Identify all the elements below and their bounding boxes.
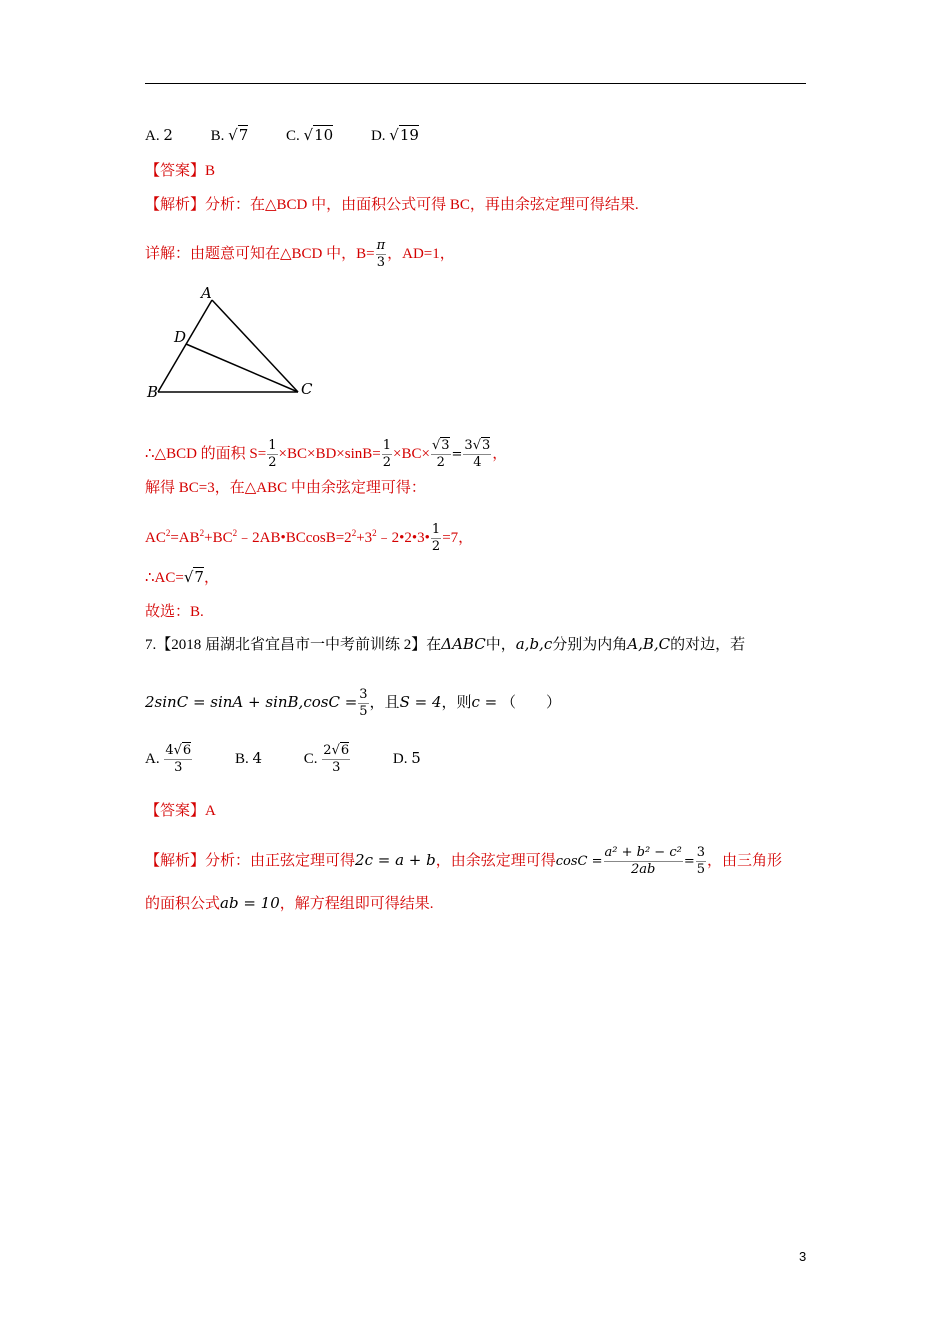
q7-options bbox=[145, 740, 421, 777]
q7-condition: 2sinC = sinA + sinB,cosC = $\frac{3}{5}$ ，且S = 4，则c = （ ） bbox=[145, 687, 562, 720]
option-c: C. √10 bbox=[286, 126, 334, 144]
q6-options bbox=[145, 125, 419, 146]
header-rule bbox=[145, 83, 806, 84]
option-c: C. $\frac{2√6}{3}$ bbox=[303, 743, 350, 776]
option-a: A. $\frac{4√6}{3}$ bbox=[145, 743, 192, 776]
option-d: D. 5 bbox=[392, 749, 421, 767]
label-a: A bbox=[201, 284, 212, 302]
q6-cosine: $AC^2=AB^2+BC^2﹣2AB•BCcosB=2^2+3^2﹣2•2•3•$ $\frac{1}{2}$ =7， bbox=[145, 522, 474, 555]
option-d: D. √19 bbox=[370, 126, 419, 144]
q6-solve: 解得 BC=3，在△ABC 中由余弦定理可得： bbox=[145, 480, 426, 496]
q6-analysis: 【解析】分析：在△BCD 中，由面积公式可得 BC，再由余弦定理可得结果. bbox=[145, 197, 639, 213]
page-number: 3 bbox=[799, 1249, 807, 1264]
triangle-figure bbox=[140, 282, 330, 407]
q6-answer: 【答案】B bbox=[145, 163, 216, 179]
label-b: B bbox=[147, 383, 159, 401]
q7-analysis-line2: 的面积公式ab = 10，解方程组即可得结果. bbox=[145, 894, 434, 912]
q6-result: ∴AC=√7， bbox=[145, 568, 219, 586]
q6-choose: 故选：B. bbox=[145, 604, 204, 620]
q7-analysis-line1: 【解析】分析：由正弦定理可得2c = a + b，由余弦定理可得cosC = $\frac{\text{a² + b² − c²}}{2ab}$ = $\frac{3}{5}$ ，由三角形 bbox=[145, 845, 783, 878]
q6-detail: 详解：由题意可知在△BCD 中，B= $\frac{\pi}{3}$ ，AD=1， bbox=[145, 238, 455, 270]
option-a: A. 2 bbox=[145, 126, 173, 144]
label-d: D bbox=[174, 328, 187, 346]
q7-stem: 7.【2018 届湖北省宜昌市一中考前训练 2】在ΔABC中，a,b,c分别为内角A,B,C的对边，若 bbox=[145, 635, 746, 653]
q7-answer: 【答案】A bbox=[145, 803, 216, 819]
label-c: C bbox=[301, 380, 313, 398]
option-b: B. √7 bbox=[210, 126, 249, 144]
option-b: B. 4 bbox=[234, 749, 263, 767]
q6-area: ∴△BCD 的面积 S= $\frac{1}{2}$ ×BC×BD×sinB= $\frac{1}{2}$ ×BC× $\frac{√3}{2}$ = $\frac{3√3}{4}$ ， bbox=[145, 438, 508, 470]
